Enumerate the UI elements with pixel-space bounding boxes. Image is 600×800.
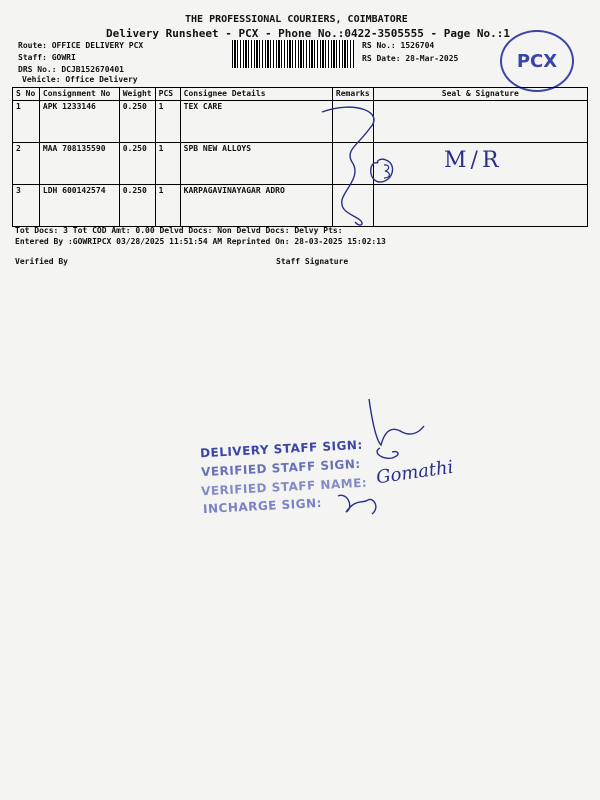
vehicle-label: Vehicle: Office Delivery	[22, 75, 138, 84]
circled-three-mark	[371, 159, 393, 182]
pcx-stamp-text: PCX	[516, 50, 558, 72]
cell-consignee: KARPAGAVINAYAGAR ADRO	[180, 185, 332, 227]
cell-sno: 1	[13, 101, 40, 143]
verified-staff-name-stamp: VERIFIED STAFF NAME:	[200, 475, 368, 499]
cell-weight: 0.250	[119, 101, 155, 143]
summary-totals: Tot Docs: 3 Tot COD Amt: 0.00 Delvd Docs: Non Delvd Docs: Delvy Pts:	[15, 226, 343, 235]
verified-staff-sign-stamp: VERIFIED STAFF SIGN:	[200, 456, 362, 480]
rs-date: RS Date: 28-Mar-2025	[362, 54, 459, 63]
header-weight: Weight	[119, 88, 155, 101]
cell-pcs: 1	[155, 101, 180, 143]
cell-consignee: TEX CARE	[180, 101, 332, 143]
cell-weight: 0.250	[119, 185, 155, 227]
cell-sno: 2	[13, 143, 40, 185]
staff-label: Staff: GOWRI	[18, 53, 76, 62]
cell-weight: 0.250	[119, 143, 155, 185]
three-glyph	[384, 165, 389, 178]
header-pcs: PCS	[155, 88, 180, 101]
incharge-signature	[338, 495, 376, 514]
cell-pcs: 1	[155, 143, 180, 185]
cell-consignee: SPB NEW ALLOYS	[180, 143, 332, 185]
staff-signature-label: Staff Signature	[276, 257, 349, 266]
company-title: THE PROFESSIONAL COURIERS, COIMBATORE	[185, 14, 408, 25]
cell-sno: 3	[13, 185, 40, 227]
delivery-staff-signature	[369, 399, 424, 458]
header-seal: Seal & Signature	[373, 88, 587, 101]
header-consignee: Consignee Details	[180, 88, 332, 101]
cell-pcs: 1	[155, 185, 180, 227]
summary-entered: Entered By :GOWRIPCX 03/28/2025 11:51:54 AM Reprinted On: 28-03-2025 15:02:13	[15, 237, 386, 246]
incharge-sign-stamp: INCHARGE SIGN:	[202, 495, 323, 517]
header-consignment: Consignment No	[39, 88, 119, 101]
verified-by-label: Verified By	[15, 257, 68, 266]
verified-name-handwriting: Gomathi	[374, 456, 455, 489]
remark-handwriting: M/R	[444, 148, 503, 173]
cell-consignment: MAA 708135590	[39, 143, 119, 185]
cell-consignment: APK 1233146	[39, 101, 119, 143]
delivery-staff-sign-stamp: DELIVERY STAFF SIGN:	[199, 437, 364, 461]
cell-consignment: LDH 600142574	[39, 185, 119, 227]
route-label: Route: OFFICE DELIVERY PCX	[18, 41, 144, 50]
header-sno: S No	[13, 88, 40, 101]
drs-label: DRS No.: DCJB152670401	[18, 65, 124, 74]
rs-number: RS No.: 1526704	[362, 41, 435, 50]
remark-scribble	[322, 107, 374, 225]
header-remarks: Remarks	[332, 88, 373, 101]
runsheet-title: Delivery Runsheet - PCX - Phone No.:0422-3505555 - Page No.:1	[106, 27, 510, 40]
